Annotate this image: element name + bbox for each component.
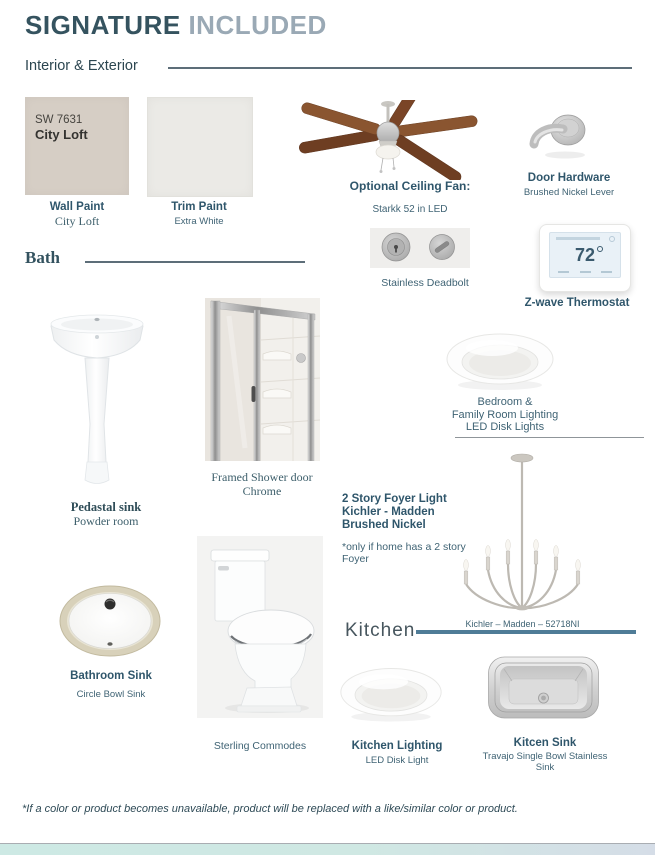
disclaimer-footnote: *If a color or product becomes unavailable, product will be replaced with a like/similar color or product. xyxy=(22,803,518,815)
kitchen-sink-image xyxy=(487,654,600,721)
deadbolt-image xyxy=(370,228,470,268)
wall-paint-name: City Loft xyxy=(35,127,88,142)
foyer-light-note-line1: *only if home has a 2 story xyxy=(342,541,466,553)
page-title xyxy=(25,10,327,41)
foyer-light-note-line2: Foyer xyxy=(342,553,369,565)
pedestal-sink-caption xyxy=(46,500,166,528)
trim-paint-label: Trim Paint xyxy=(171,201,227,213)
ceiling-fan-image xyxy=(293,100,490,180)
ceiling-fan-sublabel: Starkk 52 in LED xyxy=(372,204,448,215)
wall-paint-label: Wall Paint xyxy=(49,201,105,213)
kitchen-rule xyxy=(416,630,636,634)
toilet-caption xyxy=(199,739,321,752)
thermostat-caption xyxy=(517,297,637,310)
shower-door-label: Framed Shower door xyxy=(211,470,313,484)
thermostat-menu-row xyxy=(558,271,612,274)
section-heading-kitchen: Kitchen xyxy=(345,620,416,641)
trim-paint-sublabel: Extra White xyxy=(174,216,224,227)
wall-paint-swatch xyxy=(25,97,129,195)
thermostat-wifi-icon xyxy=(609,236,615,242)
wall-paint-code: SW 7631 xyxy=(35,114,83,126)
kitchen-lighting-sublabel: LED Disk Light xyxy=(365,755,429,766)
kitchen-sink-label: Kitcen Sink xyxy=(513,737,577,749)
wall-paint-sublabel: City Loft xyxy=(54,214,100,228)
wall-paint-caption xyxy=(17,201,137,228)
ceiling-fan-label: Optional Ceiling Fan: xyxy=(349,179,471,193)
chandelier-caption xyxy=(445,619,600,629)
kitchen-lighting-caption xyxy=(336,740,458,766)
shower-door-sublabel: Chrome xyxy=(242,484,282,498)
thermostat-temperature: 72 xyxy=(550,245,620,266)
toilet-graphic xyxy=(197,536,323,718)
kitchen-sink-caption xyxy=(478,737,612,773)
ceiling-fan-caption xyxy=(330,180,490,215)
bath-rule xyxy=(85,261,305,263)
bathroom-sink-caption xyxy=(50,670,172,700)
trim-paint-caption xyxy=(139,201,259,227)
section-heading-bath: Bath xyxy=(25,248,60,267)
deadbolt-graphic xyxy=(370,228,470,268)
deadbolt-caption xyxy=(365,276,485,289)
thermostat-status-bar xyxy=(556,237,600,240)
chandelier-image xyxy=(458,452,586,616)
shower-door-caption xyxy=(202,470,322,498)
bedroom-lighting-line1: Bedroom & xyxy=(477,396,533,408)
shower-door-image xyxy=(205,298,320,461)
foyer-light-line1: 2 Story Foyer Light xyxy=(342,493,447,505)
bedroom-lighting-line3: LED Disk Lights xyxy=(465,421,545,433)
kitchen-disk-light-image xyxy=(338,664,444,726)
pedestal-sink-image xyxy=(45,306,149,492)
bedroom-lighting-line2: Family Room Lighting xyxy=(451,408,559,421)
bathroom-sink-sublabel: Circle Bowl Sink xyxy=(76,689,146,700)
bedroom-disk-light-image xyxy=(444,331,556,393)
kitchen-sink-sublabel-line2: Sink xyxy=(535,762,555,773)
pedestal-sink-label: Pedastal sink xyxy=(70,500,142,514)
door-lever-image xyxy=(522,106,592,168)
door-hardware-caption xyxy=(509,172,629,198)
bathroom-sink-label: Bathroom Sink xyxy=(70,670,152,682)
foyer-light-line2: Kichler - Madden xyxy=(342,506,435,518)
door-hardware-label: Door Hardware xyxy=(527,172,611,184)
section-heading-interior-exterior: Interior & Exterior xyxy=(25,58,138,74)
foyer-light-line3: Brushed Nickel xyxy=(342,519,426,531)
shower-door-graphic xyxy=(205,298,320,461)
deadbolt-label: Stainless Deadbolt xyxy=(381,277,469,289)
door-hardware-sublabel: Brushed Nickel Lever xyxy=(523,187,615,198)
thermostat-image xyxy=(539,224,631,292)
thermostat-screen xyxy=(549,232,621,278)
page-title-primary: SIGNATURE xyxy=(25,10,181,40)
pedestal-sink-sublabel: Powder room xyxy=(73,514,139,528)
bedroom-lighting-caption xyxy=(425,395,585,433)
toilet-label: Sterling Commodes xyxy=(213,740,307,752)
lighting-divider-rule xyxy=(455,437,644,438)
page-title-secondary: INCLUDED xyxy=(188,10,327,40)
interior-exterior-rule xyxy=(168,67,632,69)
chandelier-model-label: Kichler – Madden – 52718NI xyxy=(465,619,580,629)
bathroom-sink-image xyxy=(58,584,162,658)
bottom-accent-bar xyxy=(0,843,655,855)
trim-paint-swatch xyxy=(147,97,253,197)
toilet-image xyxy=(197,536,323,718)
thermostat-label: Z-wave Thermostat xyxy=(524,297,630,309)
kitchen-sink-sublabel-line1: Travajo Single Bowl Stainless xyxy=(482,751,608,762)
kitchen-lighting-label: Kitchen Lighting xyxy=(351,740,443,752)
wall-paint-swatch-text xyxy=(25,97,129,142)
